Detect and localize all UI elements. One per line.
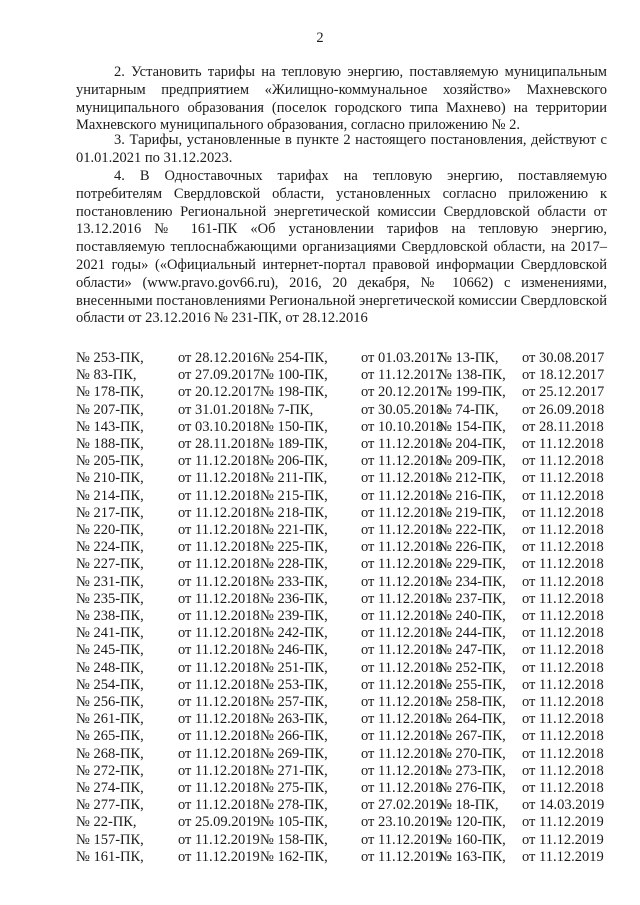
resolution-date: от 11.12.2018 [361, 728, 443, 745]
resolution-date: от 11.12.2018 [522, 642, 604, 659]
resolution-number: № 150-ПК, [260, 418, 328, 435]
resolution-number: № 209-ПК, [438, 453, 506, 470]
resolution-number: № 219-ПК, [438, 504, 506, 521]
resolution-date: от 11.12.2018 [361, 694, 443, 710]
reference-row [76, 607, 607, 625]
resolution-date: от 11.12.2018 [522, 676, 604, 693]
resolution-number: № 254-ПК, [76, 676, 144, 693]
resolution-date: от 11.12.2018 [178, 470, 260, 487]
resolution-number: № 240-ПК, [438, 608, 506, 624]
resolution-date: от 11.12.2018 [522, 504, 604, 521]
resolution-number: № 215-ПК, [260, 487, 328, 504]
resolution-number: № 207-ПК, [76, 401, 144, 418]
resolution-number: № 245-ПК, [76, 642, 144, 659]
reference-row [76, 504, 607, 522]
reference-row [76, 418, 607, 436]
resolution-date: от 31.01.2018 [178, 401, 261, 418]
reference-row [76, 452, 607, 470]
reference-row [76, 779, 607, 797]
resolution-number: № 158-ПК, [260, 831, 328, 848]
resolution-date: от 11.12.2018 [522, 453, 604, 470]
resolution-date: от 11.12.2018 [361, 676, 443, 693]
resolution-number: № 235-ПК, [76, 590, 144, 607]
resolution-date: от 11.12.2018 [522, 762, 604, 779]
resolution-number: № 253-ПК, [260, 676, 328, 693]
resolution-date: от 11.12.2019 [522, 831, 604, 848]
resolution-number: № 234-ПК, [438, 573, 506, 590]
resolution-number: № 269-ПК, [260, 745, 328, 762]
resolution-date: от 28.12.2016 [178, 350, 261, 366]
resolution-date: от 11.12.2018 [178, 573, 260, 590]
resolution-date: от 11.12.2018 [361, 642, 443, 659]
resolution-date: от 01.03.2017 [361, 350, 444, 366]
resolution-date: от 11.12.2018 [361, 453, 443, 470]
resolution-date: от 11.12.2018 [522, 470, 604, 487]
reference-row [76, 831, 607, 849]
resolution-date: от 11.12.2018 [178, 762, 260, 779]
resolution-date: от 11.12.2018 [522, 745, 604, 762]
resolution-number: № 204-ПК, [438, 436, 506, 452]
resolution-date: от 11.12.2018 [522, 659, 604, 676]
reference-row [76, 624, 607, 642]
resolution-number: № 199-ПК, [438, 384, 506, 401]
resolution-number: № 22-ПК, [76, 814, 137, 831]
resolution-number: № 138-ПК, [438, 367, 506, 384]
resolution-date: от 11.12.2018 [178, 625, 260, 642]
resolution-number: № 224-ПК, [76, 539, 144, 556]
resolution-date: от 11.12.2018 [361, 522, 443, 538]
resolution-number: № 270-ПК, [438, 745, 506, 762]
resolution-date: от 11.12.2018 [522, 522, 604, 538]
reference-row [76, 401, 607, 419]
resolution-date: от 11.12.2019 [178, 831, 260, 848]
resolution-date: от 11.12.2018 [522, 556, 604, 573]
resolution-number: № 163-ПК, [438, 848, 506, 865]
reference-row [76, 349, 607, 367]
resolution-number: № 254-ПК, [260, 350, 328, 366]
resolution-date: от 11.12.2019 [361, 848, 443, 865]
resolution-number: № 210-ПК, [76, 470, 144, 487]
resolution-number: № 242-ПК, [260, 625, 328, 642]
reference-row [76, 762, 607, 780]
resolution-number: № 13-ПК, [438, 350, 499, 366]
resolution-number: № 251-ПК, [260, 659, 328, 676]
paragraph-4 [76, 168, 607, 328]
resolution-number: № 120-ПК, [438, 814, 506, 831]
resolution-number: № 252-ПК, [438, 659, 506, 676]
resolution-date: от 11.12.2018 [361, 470, 443, 487]
reference-row [76, 469, 607, 487]
resolution-date: от 11.12.2018 [522, 608, 604, 624]
reference-row [76, 521, 607, 539]
resolution-number: № 241-ПК, [76, 625, 144, 642]
resolution-date: от 11.12.2018 [361, 436, 443, 452]
resolution-number: № 272-ПК, [76, 762, 144, 779]
page-number: 2 [316, 30, 324, 46]
resolution-date: от 11.12.2018 [178, 608, 260, 624]
resolution-date: от 11.12.2018 [178, 642, 260, 659]
resolution-number: № 255-ПК, [438, 676, 506, 693]
resolution-number: № 178-ПК, [76, 384, 144, 401]
resolution-number: № 74-ПК, [438, 401, 499, 418]
resolution-number: № 218-ПК, [260, 504, 328, 521]
resolution-number: № 248-ПК, [76, 659, 144, 676]
resolution-number: № 157-ПК, [76, 831, 144, 848]
resolution-date: от 11.12.2018 [361, 573, 443, 590]
resolution-number: № 237-ПК, [438, 590, 506, 607]
reference-row [76, 693, 607, 711]
resolution-number: № 246-ПК, [260, 642, 328, 659]
resolution-date: от 20.12.2017 [361, 384, 444, 401]
paragraph-4-text: 4. В Одноставочных тарифах на тепловую энергию, поставляемую потребителям Свердловской области, установленных согласно приложению к постановлению Региональной энергетической комиссии Свердловской области от 13.12.2016 № 161-ПК «Об установлении тарифов на тепловую энергию, поставляемую теплоснабжающими организациями Свердловской области, на 2017–2021 годы» («Официальный интернет-портал правовой информации Свердловской области» (www.pravo.gov66.ru), 2016, 20 декабря, № 10662) с изменениями, внесенными постановлениями Региональной энергетической комиссии Свердловской области от 23.12.2016 № 231-ПК, от 28.12.2016 [76, 168, 607, 327]
reference-row [76, 745, 607, 763]
resolution-number: № 221-ПК, [260, 522, 328, 538]
paragraph-2-text: 2. Установить тарифы на тепловую энергию, поставляемую муниципальным унитарным предприятием «Жилищно-коммунальное хозяйство» Махневского муниципального образования (поселок городского типа Махнево) на территории Махневского муниципального образования, согласно приложению № 2. [76, 64, 607, 134]
resolution-date: от 11.12.2018 [178, 728, 260, 745]
resolution-date: от 11.12.2018 [361, 659, 443, 676]
resolution-number: № 160-ПК, [438, 831, 506, 848]
resolution-date: от 25.09.2019 [178, 814, 261, 831]
resolution-date: от 11.12.2019 [522, 814, 604, 831]
resolution-date: от 11.12.2018 [522, 728, 604, 745]
resolution-date: от 11.12.2018 [361, 745, 443, 762]
resolution-date: от 11.12.2018 [178, 797, 260, 814]
resolution-date: от 23.10.2019 [361, 814, 444, 831]
resolution-date: от 11.12.2018 [361, 625, 443, 642]
resolution-number: № 18-ПК, [438, 797, 499, 814]
resolution-number: № 277-ПК, [76, 797, 144, 814]
reference-row [76, 710, 607, 728]
resolution-number: № 212-ПК, [438, 470, 506, 487]
paragraph-2 [76, 64, 607, 135]
resolution-date: от 11.12.2018 [178, 539, 260, 556]
resolution-date: от 11.12.2018 [178, 522, 260, 538]
resolution-date: от 11.12.2018 [522, 694, 604, 710]
resolution-date: от 11.12.2018 [178, 676, 260, 693]
resolution-date: от 11.12.2018 [178, 694, 260, 710]
resolution-date: от 27.02.2019 [361, 797, 444, 814]
resolution-date: от 11.12.2018 [522, 625, 604, 642]
resolution-number: № 276-ПК, [438, 780, 506, 796]
resolution-date: от 11.12.2018 [361, 780, 443, 796]
resolution-number: № 206-ПК, [260, 453, 328, 470]
resolution-date: от 27.09.2017 [178, 367, 261, 384]
resolution-date: от 11.12.2019 [178, 848, 260, 865]
resolution-date: от 11.12.2019 [522, 848, 604, 865]
resolution-date: от 11.12.2018 [522, 780, 604, 796]
reference-row [76, 659, 607, 677]
resolution-number: № 267-ПК, [438, 728, 506, 745]
resolution-date: от 28.11.2018 [522, 418, 604, 435]
resolution-number: № 229-ПК, [438, 556, 506, 573]
resolution-number: № 225-ПК, [260, 539, 328, 556]
resolution-number: № 263-ПК, [260, 711, 328, 728]
resolution-date: от 20.12.2017 [178, 384, 261, 401]
resolution-date: от 11.12.2018 [361, 504, 443, 521]
reference-row [76, 676, 607, 694]
paragraph-3 [76, 132, 607, 168]
resolution-date: от 11.12.2018 [361, 590, 443, 607]
resolution-number: № 244-ПК, [438, 625, 506, 642]
resolution-date: от 11.12.2018 [361, 608, 443, 624]
resolution-date: от 11.12.2018 [178, 780, 260, 796]
resolution-number: № 100-ПК, [260, 367, 328, 384]
reference-row [76, 435, 607, 453]
resolution-number: № 7-ПК, [260, 401, 314, 418]
reference-row [76, 848, 607, 866]
resolution-date: от 11.12.2018 [522, 573, 604, 590]
resolution-number: № 216-ПК, [438, 487, 506, 504]
reference-row [76, 796, 607, 814]
resolution-number: № 161-ПК, [76, 848, 144, 865]
resolution-number: № 226-ПК, [438, 539, 506, 556]
resolution-number: № 143-ПК, [76, 418, 144, 435]
resolution-date: от 11.12.2019 [361, 831, 443, 848]
reference-row [76, 555, 607, 573]
resolution-date: от 11.12.2018 [178, 487, 260, 504]
resolution-date: от 03.10.2018 [178, 418, 261, 435]
reference-row [76, 590, 607, 608]
resolution-date: от 11.12.2018 [522, 711, 604, 728]
resolution-number: № 275-ПК, [260, 780, 328, 796]
reference-row [76, 487, 607, 505]
resolution-number: № 273-ПК, [438, 762, 506, 779]
resolution-date: от 28.11.2018 [178, 436, 260, 452]
resolution-number: № 233-ПК, [260, 573, 328, 590]
reference-row [76, 727, 607, 745]
resolution-number: № 238-ПК, [76, 608, 144, 624]
resolution-date: от 30.05.2018 [361, 401, 444, 418]
resolution-date: от 11.12.2018 [178, 556, 260, 573]
resolution-number: № 83-ПК, [76, 367, 137, 384]
resolution-date: от 11.12.2018 [178, 745, 260, 762]
resolution-number: № 256-ПК, [76, 694, 144, 710]
resolution-number: № 227-ПК, [76, 556, 144, 573]
resolution-date: от 11.12.2017 [361, 367, 443, 384]
resolution-date: от 11.12.2018 [178, 590, 260, 607]
resolution-number: № 162-ПК, [260, 848, 328, 865]
resolution-number: № 220-ПК, [76, 522, 144, 538]
resolution-date: от 11.12.2018 [522, 590, 604, 607]
resolution-number: № 274-ПК, [76, 780, 144, 796]
reference-row [76, 366, 607, 384]
resolution-date: от 11.12.2018 [178, 504, 260, 521]
resolution-number: № 266-ПК, [260, 728, 328, 745]
resolution-date: от 11.12.2018 [522, 436, 604, 452]
resolution-number: № 268-ПК, [76, 745, 144, 762]
resolution-number: № 188-ПК, [76, 436, 144, 452]
resolution-date: от 14.03.2019 [522, 797, 605, 814]
reference-row [76, 573, 607, 591]
reference-row [76, 813, 607, 831]
resolution-date: от 11.12.2018 [361, 487, 443, 504]
resolution-number: № 198-ПК, [260, 384, 328, 401]
resolution-number: № 214-ПК, [76, 487, 144, 504]
resolution-date: от 11.12.2018 [361, 711, 443, 728]
resolution-number: № 239-ПК, [260, 608, 328, 624]
resolution-date: от 11.12.2018 [522, 487, 604, 504]
resolution-number: № 265-ПК, [76, 728, 144, 745]
resolution-number: № 247-ПК, [438, 642, 506, 659]
paragraph-3-text: 3. Тарифы, установленные в пункте 2 настоящего постановления, действуют с 01.01.2021 по 31.12.2023. [76, 132, 607, 166]
resolution-date: от 30.08.2017 [522, 350, 605, 366]
resolution-date: от 11.12.2018 [361, 539, 443, 556]
resolution-number: № 189-ПК, [260, 436, 328, 452]
reference-row [76, 383, 607, 401]
resolution-date: от 11.12.2018 [178, 711, 260, 728]
resolution-number: № 222-ПК, [438, 522, 506, 538]
resolution-number: № 271-ПК, [260, 762, 328, 779]
resolution-date: от 11.12.2018 [178, 659, 260, 676]
resolution-number: № 205-ПК, [76, 453, 144, 470]
resolution-date: от 11.12.2018 [522, 539, 604, 556]
resolution-date: от 11.12.2018 [361, 556, 443, 573]
resolution-date: от 11.12.2018 [361, 762, 443, 779]
resolution-date: от 11.12.2018 [178, 453, 260, 470]
resolution-number: № 261-ПК, [76, 711, 144, 728]
reference-row [76, 641, 607, 659]
resolution-number: № 217-ПК, [76, 504, 144, 521]
resolution-date: от 10.10.2018 [361, 418, 444, 435]
resolution-number: № 105-ПК, [260, 814, 328, 831]
resolution-date: от 25.12.2017 [522, 384, 605, 401]
resolution-number: № 253-ПК, [76, 350, 144, 366]
resolution-number: № 211-ПК, [260, 470, 328, 487]
reference-row [76, 538, 607, 556]
resolution-number: № 278-ПК, [260, 797, 328, 814]
resolution-number: № 154-ПК, [438, 418, 506, 435]
resolution-number: № 228-ПК, [260, 556, 328, 573]
resolution-number: № 236-ПК, [260, 590, 328, 607]
resolution-number: № 264-ПК, [438, 711, 506, 728]
resolution-number: № 258-ПК, [438, 694, 506, 710]
resolution-number: № 257-ПК, [260, 694, 328, 710]
resolution-date: от 26.09.2018 [522, 401, 605, 418]
resolution-number: № 231-ПК, [76, 573, 144, 590]
resolution-date: от 18.12.2017 [522, 367, 605, 384]
